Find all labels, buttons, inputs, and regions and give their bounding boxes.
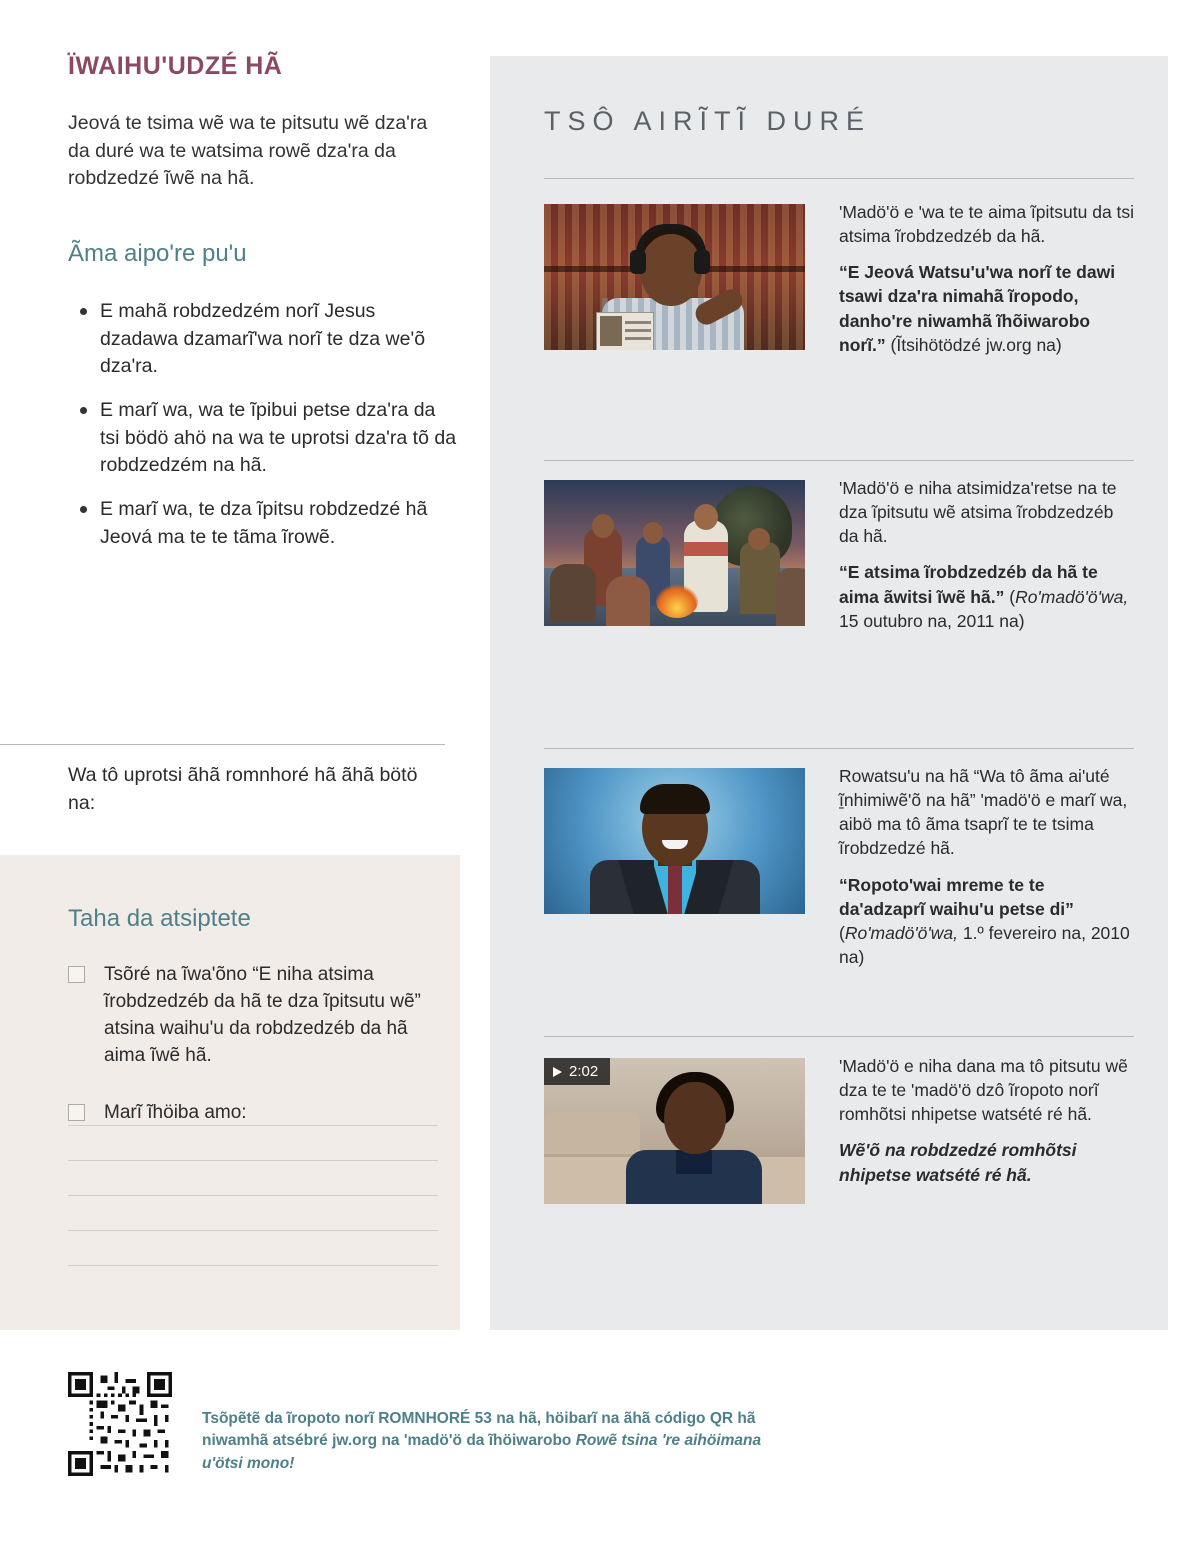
write-in-lines[interactable] <box>68 1125 438 1300</box>
video-duration-label: 2:02 <box>569 1063 599 1080</box>
page-title: ÏWAIHU'UDZÉ HÃ <box>68 52 283 80</box>
resource-text <box>839 476 1135 645</box>
list-item: E mahã robdzedzém norĩ Jesus dzadawa dzamarĩ'wa norĩ te dza we'õ dza'ra. <box>68 298 458 381</box>
list-item[interactable] <box>68 962 438 1070</box>
goals-heading: Ãma aipo're pu'u <box>68 240 247 267</box>
resource-quote: “E atsima ĩrobdzedzéb da hã te aima ãwitsi ĩwẽ hã.” <box>839 562 1098 607</box>
resource-lead: 'Madö'ö e niha dana ma tô pitsutu wẽ dza te te 'madö'ö dzô ĩropoto norĩ romhõtsi nhipetse watsété ré hã. <box>839 1056 1128 1125</box>
write-line[interactable] <box>68 1265 438 1266</box>
right-column <box>490 56 1168 1330</box>
footer-note-publication: Rowẽ tsina 're aihöimana u'ötsi mono! <box>202 1432 762 1472</box>
resource-row[interactable] <box>544 1058 1134 1258</box>
resource-text <box>839 200 1135 369</box>
write-line[interactable] <box>68 1160 438 1161</box>
divider <box>544 1036 1134 1037</box>
play-icon <box>553 1067 562 1077</box>
list-item-label: Tsõré na ĩwa'õno “E niha atsima ĩrobdzedzéb da hã te dza ĩpitsutu wẽ” atsina waihu'u da robdzedzéb da hã aima ĩwẽ hã. <box>104 964 421 1066</box>
resource-text <box>839 1054 1135 1199</box>
list-item-label: Marĩ ĩhöiba amo: <box>104 1101 247 1123</box>
footer-note-text: Tsõpẽtẽ da ĩropoto norĩ ROMNHORÉ 53 na hã, höibarĩ na ãhã código QR hã niwamhã atsébré jw.org na 'madö'ö da ĩhöiwarobo <box>202 1410 756 1450</box>
resource-source-prefix: ( <box>1004 586 1016 607</box>
resource-quote: “Ropoto'wai mreme te te da'adzaprĩ waihu'u petse di” <box>839 874 1074 919</box>
smiling-man-in-suit-photo[interactable] <box>544 768 805 914</box>
resource-source: (Ĩtsihötödzé jw.org na) <box>885 334 1062 355</box>
resource-row[interactable] <box>544 768 1134 968</box>
resource-source: 1.º fevereiro na, 2010 na) <box>839 922 1130 967</box>
divider <box>544 460 1134 461</box>
checkbox[interactable] <box>68 1104 85 1121</box>
resource-quote: Wẽ'õ na robdzedzé romhõtsi nhipetse watsété ré hã. <box>839 1140 1077 1185</box>
qr-code[interactable] <box>68 1372 172 1476</box>
intro-paragraph: Jeová te tsima wẽ wa te pitsutu wẽ dza'ra da duré wa te watsima rowẽ dza'ra da robdzedzé ĩwẽ na hã. <box>68 112 428 190</box>
list-item: E marĩ wa, wa te ĩpibui petse dza'ra da tsi bödö ahö na wa te uprotsi dza'ra tõ da robdzedzém na hã. <box>68 397 458 480</box>
resource-row[interactable] <box>544 480 1134 680</box>
resource-lead: Rowatsu'u na hã “Wa tô ãma ai'uté ĩ̱nhimiwẽ'õ na hã” 'madö'ö e marĩ wa, aibö ma tô ãma tsaprĩ te te tsima ĩrobdzedzé hã. <box>839 766 1128 859</box>
jesus-with-disciples-by-fire-illustration[interactable] <box>544 480 805 626</box>
left-column <box>0 0 490 1330</box>
young-man-with-headphones-photo[interactable] <box>544 204 805 350</box>
resource-row[interactable] <box>544 204 1134 404</box>
checkbox[interactable] <box>68 966 85 983</box>
video-duration-badge[interactable] <box>544 1058 610 1085</box>
resources-heading: TSÔ AIRĨTĨ DURÉ <box>544 106 872 136</box>
resource-lead: 'Madö'ö e 'wa te te aima ĩpitsutu da tsi atsima ĩrobdzedzéb da hã. <box>839 202 1135 247</box>
divider <box>0 744 445 745</box>
divider <box>544 178 1134 179</box>
practice-heading: Taha da atsiptete <box>68 905 251 932</box>
divider <box>544 748 1134 749</box>
practice-checklist <box>68 962 438 1149</box>
resource-lead: 'Madö'ö e niha atsimidza'retse na te dza ĩpitsutu wẽ atsima ĩrobdzedzéb da hã. <box>839 478 1117 547</box>
goals-list <box>68 298 458 568</box>
write-line[interactable] <box>68 1195 438 1196</box>
woman-on-sofa-video-thumbnail[interactable] <box>544 1058 805 1204</box>
resource-quote: “E Jeová Watsu'u'wa norĩ te dawi tsawi dza'ra nimahã ĩropodo, danho're niwamhã ĩhõiwarobo norĩ.” <box>839 262 1116 355</box>
footer-note <box>202 1408 762 1475</box>
resource-publication: Ro'madö'ö'wa, <box>844 922 958 943</box>
write-line[interactable] <box>68 1230 438 1231</box>
list-item[interactable] <box>68 1100 438 1127</box>
write-line[interactable] <box>68 1125 438 1126</box>
qr-code-icon <box>68 1372 172 1476</box>
resource-text <box>839 764 1135 981</box>
list-item: E marĩ wa, te dza ĩpitsu robdzedzé hã Jeová ma te te tãma ĩrowẽ. <box>68 496 458 551</box>
resource-source: 15 outubro na, 2011 na) <box>839 610 1025 631</box>
goal-prompt: Wa tô uprotsi ãhã romnhoré hã ãhã bötö na: <box>68 764 418 814</box>
resource-source-prefix: ( <box>839 922 845 943</box>
resource-publication: Ro'madö'ö'wa, <box>1015 586 1129 607</box>
